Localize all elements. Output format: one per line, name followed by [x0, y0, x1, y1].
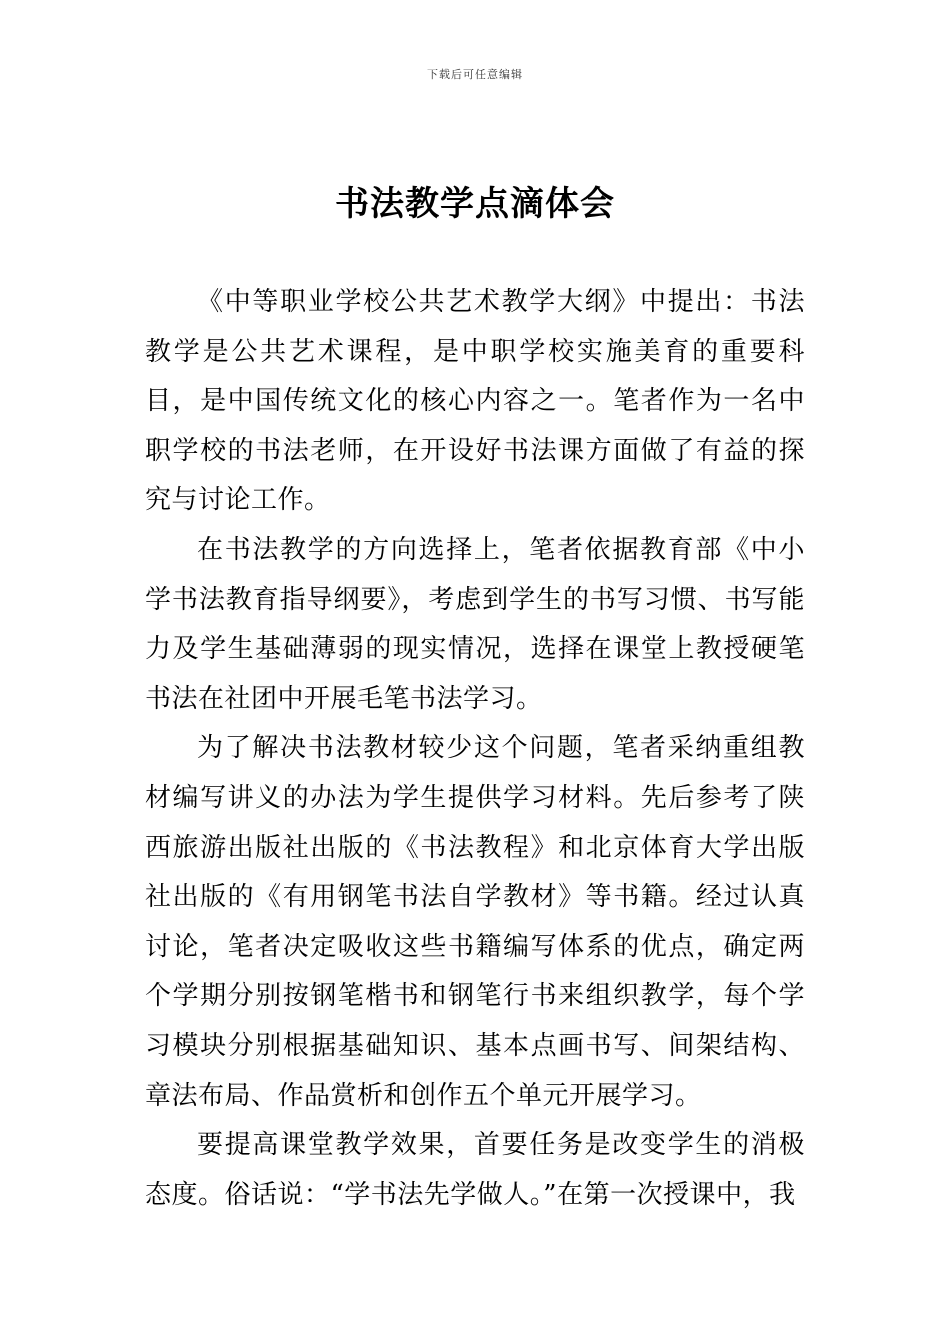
document-title: 书法教学点滴体会 — [335, 184, 615, 224]
header-note: 下载后可任意编辑 — [427, 68, 523, 81]
paragraph-3: 为了解决书法教材较少这个问题，笔者采纳重组教材编写讲义的办法为学生提供学习材料。先后参考了陕西旅游出版社出版的《书法教程》和北京体育大学出版社出版的《有用钢笔书法自学教材》等书籍。经过认真讨论，笔者决定吸收这些书籍编写体系的优点，确定两个学期分别按钢笔楷书和钢笔行书来组织教学，每个学习模块分别根据基础知识、基本点画书写、间架结构、章法布局、作品赏析和创作五个单元开展学习。 — [145, 733, 805, 1111]
paragraph-4: 要提高课堂教学效果，首要任务是改变学生的消极态度。俗话说：“学书法先学做人。”在第一次授课中，我 — [145, 1130, 805, 1210]
paragraph-2: 在书法教学的方向选择上，笔者依据教育部《中小学书法教育指导纲要》，考虑到学生的书写习惯、书写能力及学生基础薄弱的现实情况，选择在课堂上教授硬笔书法在社团中开展毛笔书法学习。 — [145, 534, 805, 714]
document-body — [145, 278, 805, 1220]
paragraph-1: 《中等职业学校公共艺术教学大纲》中提出：书法教学是公共艺术课程，是中职学校实施美育的重要科目，是中国传统文化的核心内容之一。笔者作为一名中职学校的书法老师，在开设好书法课方面做了有益的探究与讨论工作。 — [145, 287, 805, 516]
